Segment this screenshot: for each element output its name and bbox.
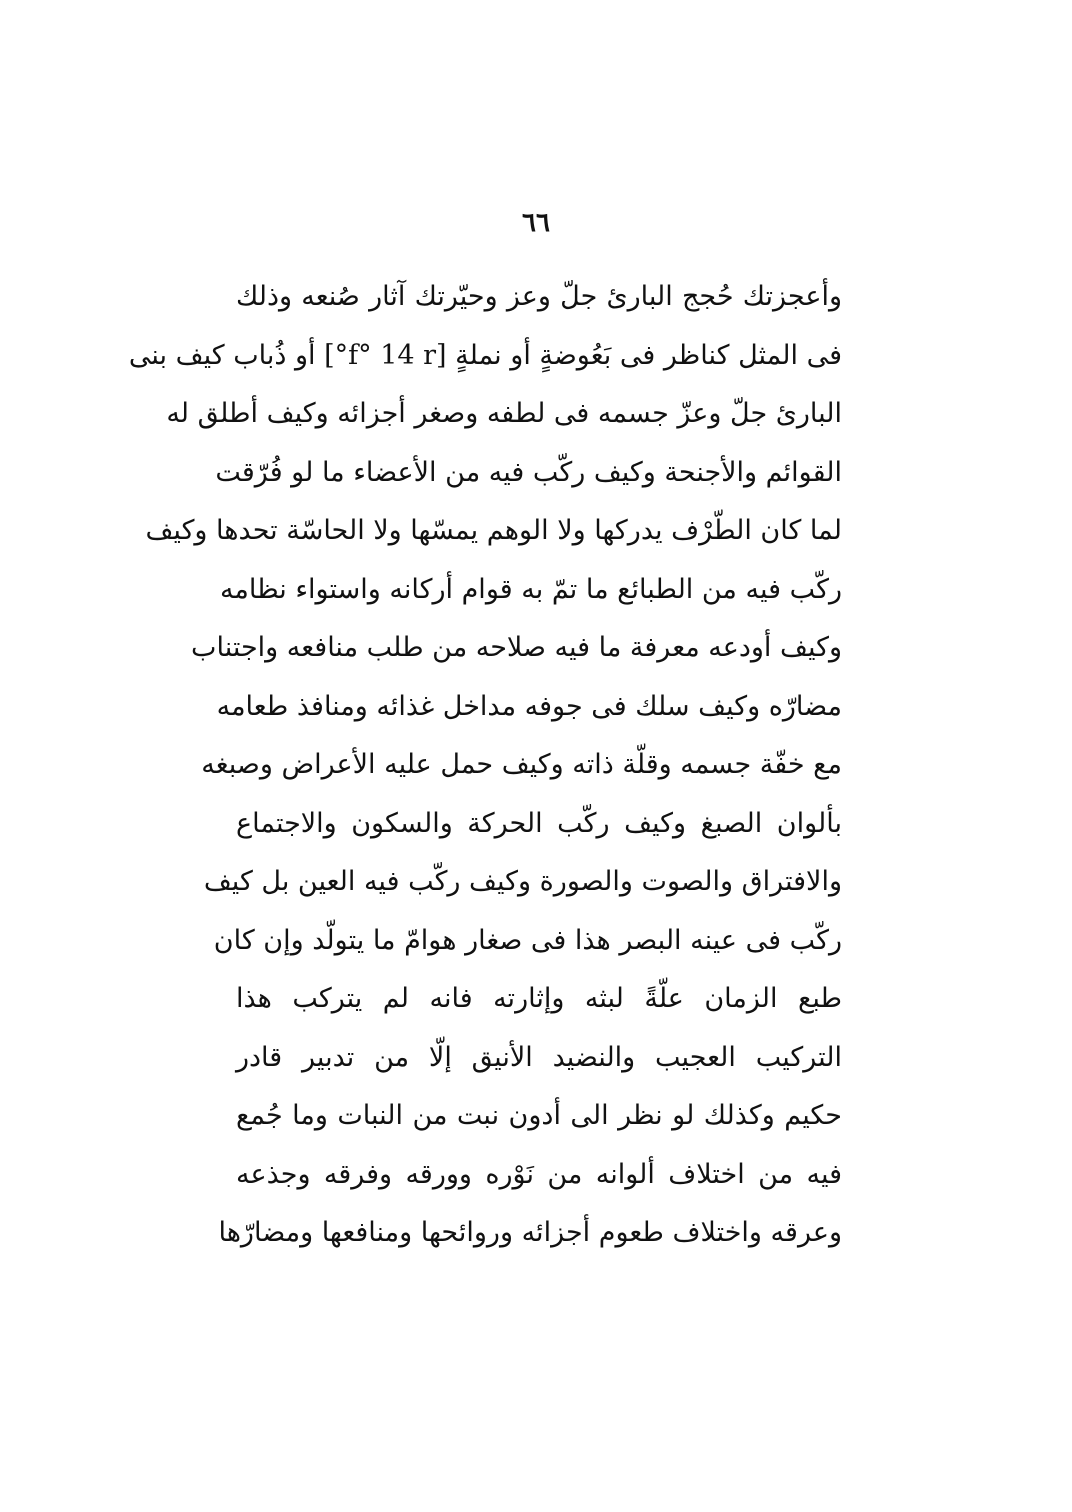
text-line: ركّب فيه من الطبائع ما تمّ به قوام أركانه واستواء نظامه — [219, 573, 842, 605]
text-line: مضارّه وكيف سلك فى جوفه مداخل غذائه ومنافذ طعامه — [216, 690, 842, 722]
text-line: القوائم والأجنحة وكيف ركّب فيه من الأعضاء ما لو فُرّقت — [215, 456, 842, 488]
body-text — [128, 268, 842, 1263]
text-line: وكيف أودعه معرفة ما فيه صلاحه من طلب منافعه واجتناب — [191, 632, 842, 663]
text-line: فيه من اختلاف ألوانه من نَوْره وورقه وفرقه وجذعه — [236, 1158, 842, 1190]
text-line: بألوان الصبغ وكيف ركّب الحركة والسكون والاجتماع — [236, 807, 842, 839]
text-line: فى المثل كناظر فى بَعُوضةٍ أو نملةٍ [f° 14 r°] أو ذُباب كيف بنى — [128, 339, 842, 371]
text-line: لما كان الطّرْف يدركها ولا الوهم يمسّها ولا الحاسّة تحدها وكيف — [145, 515, 842, 546]
text-line: مع خفّة جسمه وقلّة ذاته وكيف حمل عليه الأعراض وصبغه — [201, 749, 842, 780]
text-line: والافتراق والصوت والصورة وكيف ركّب فيه العين بل كيف — [203, 866, 842, 897]
text-line: وأعجزتك حُجج البارئ جلّ وعز وحيّرتك آثار صُنعه وذلك — [236, 281, 842, 312]
text-line: طبع الزمان علّةً لبثه وإثارته فانه لم يتركب هذا — [236, 983, 842, 1014]
text-line: حكيم وكذلك لو نظر الى أدون نبت من النبات وما جُمع — [236, 1100, 842, 1131]
text-line: وعرقه واختلاف طعوم أجزائه وروائحها ومنافعها ومضارّها — [218, 1217, 842, 1248]
page-number: ٦٦ — [522, 208, 550, 238]
text-line: ركّب فى عينه البصر هذا فى صغار هوامّ ما يتولّد وإن كان — [213, 924, 842, 956]
text-line: البارئ جلّ وعزّ جسمه فى لطفه وصغر أجزائه وكيف أطلق له — [166, 398, 842, 429]
text-line: التركيب العجيب والنضيد الأنيق إلّا من تدبير قادر — [236, 1041, 842, 1073]
